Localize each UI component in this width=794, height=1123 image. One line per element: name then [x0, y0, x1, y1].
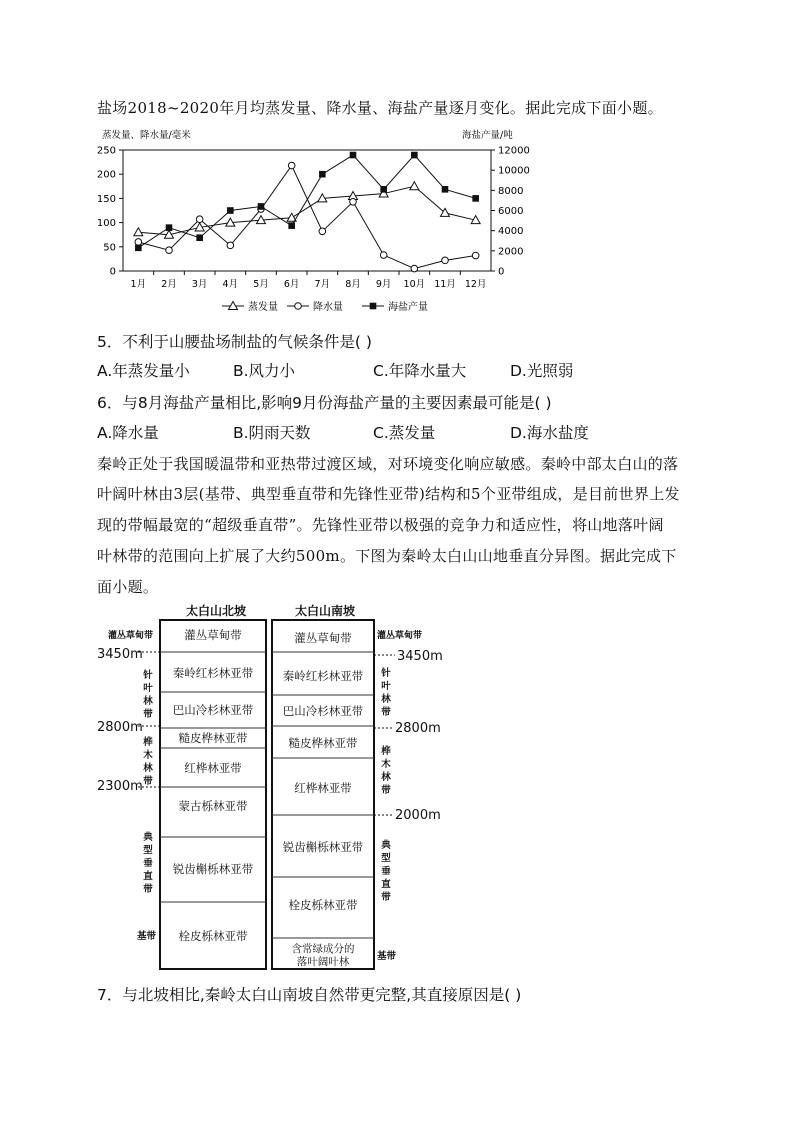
- north-zone-6: 蒙古栎林亚带: [178, 799, 248, 813]
- left-conifer-1: 针: [143, 670, 153, 681]
- right-base: 基带: [377, 951, 397, 962]
- left-typical-2: 型: [143, 845, 153, 856]
- south-zone-6: 锐齿槲栎林亚带: [282, 840, 364, 854]
- left-tick-label: 100: [96, 218, 116, 230]
- x-tick-label: 3月: [191, 279, 208, 290]
- south-zone-3: 巴山冷杉林亚带: [282, 704, 364, 718]
- south-zone-2: 秦岭红杉林亚带: [282, 669, 364, 683]
- right-tick-label: 4000: [498, 226, 524, 238]
- south-zone-8a: 含常绿成分的: [291, 943, 355, 955]
- x-tick-label: 9月: [375, 279, 392, 290]
- x-tick-label: 6月: [283, 279, 300, 290]
- point-square: [196, 234, 203, 241]
- x-tick-label: 12月: [464, 279, 487, 290]
- right-label-shrub: 灌丛草甸带: [377, 631, 423, 641]
- x-tick-label: 5月: [253, 279, 269, 290]
- left-base: 基带: [137, 931, 157, 942]
- legend-label: 海盐产量: [388, 302, 428, 313]
- right-birch-4: 带: [381, 785, 391, 796]
- taibai-vertical-zonation-diagram: [0, 600, 794, 980]
- point-circle: [288, 162, 295, 169]
- right-tick-label: 0: [498, 266, 505, 278]
- evaporation-precipitation-salt-chart: [0, 125, 794, 325]
- x-tick-label: 10月: [403, 279, 426, 290]
- north-slope-title: 太白山北坡: [185, 604, 247, 618]
- intro-text: 盐场2018~2020年月均蒸发量、降水量、海盐产量逐月变化。据此完成下面小题。: [97, 99, 663, 117]
- north-zone-4: 糙皮桦林亚带: [178, 731, 248, 745]
- right-typical-4: 直: [381, 879, 391, 890]
- x-tick-label: 11月: [434, 279, 456, 290]
- q5-option-c[interactable]: C.年降水量大: [373, 362, 467, 380]
- right-conifer-1: 针: [381, 668, 391, 679]
- left-birch-3: 林: [143, 763, 153, 774]
- left-tick-label: 50: [103, 242, 116, 254]
- left-elev-2300: 2300m: [97, 779, 143, 794]
- right-tick-label: 2000: [498, 246, 524, 258]
- point-square: [288, 222, 295, 229]
- point-triangle: [410, 182, 419, 190]
- north-zone-1: 灌丛草甸带: [184, 628, 242, 642]
- south-zone-1: 灌丛草甸带: [294, 631, 352, 645]
- point-square: [258, 203, 265, 210]
- x-tick-label: 1月: [130, 279, 147, 290]
- south-slope-title: 太白山南坡: [294, 604, 356, 618]
- right-typical-1: 典: [381, 840, 391, 851]
- right-tick-label: 6000: [498, 206, 524, 217]
- left-label-shrub: 灌丛草甸带: [108, 631, 154, 641]
- series-line-triangle: [138, 186, 475, 234]
- left-birch-1: 桦: [143, 737, 153, 748]
- point-circle: [227, 242, 234, 249]
- left-typical-4: 直: [143, 871, 153, 882]
- point-circle: [166, 247, 173, 254]
- left-conifer-2: 叶: [143, 683, 153, 694]
- point-square: [380, 186, 387, 193]
- right-tick-label: 10000: [498, 165, 530, 177]
- q5-option-d[interactable]: D.光照弱: [510, 362, 574, 380]
- right-axis-title: 海盐产量/吨: [462, 130, 513, 141]
- q5-option-a[interactable]: A.年蒸发量小: [97, 362, 190, 380]
- question-7-stem: 7．与北坡相比,秦岭太白山南坡自然带更完整,其直接原因是( ): [97, 986, 522, 1004]
- point-circle: [350, 198, 357, 205]
- left-birch-4: 带: [143, 776, 153, 787]
- legend-label: 蒸发量: [248, 302, 278, 313]
- left-tick-label: 200: [96, 169, 116, 181]
- left-conifer-4: 带: [143, 709, 153, 720]
- left-tick-label: 250: [96, 145, 116, 157]
- right-conifer-2: 叶: [381, 681, 391, 692]
- legend-marker-circle: [295, 303, 302, 310]
- point-square: [166, 224, 173, 231]
- north-zone-5: 红桦林亚带: [184, 761, 242, 775]
- point-circle: [472, 252, 479, 259]
- point-square: [350, 152, 357, 159]
- q6-option-a[interactable]: A.降水量: [97, 424, 159, 442]
- passage-line-5: 面小题。: [97, 578, 159, 596]
- left-axis-title: 蒸发量、降水量/毫米: [102, 130, 191, 141]
- left-elev-3450: 3450m: [97, 647, 143, 662]
- point-triangle: [134, 228, 143, 236]
- right-elev-3450: 3450m: [397, 649, 443, 664]
- plot-frame: [123, 150, 491, 271]
- north-zone-8: 栓皮栎林亚带: [178, 929, 248, 943]
- x-tick-label: 2月: [161, 279, 177, 290]
- point-circle: [411, 265, 418, 272]
- q6-option-d[interactable]: D.海水盐度: [510, 424, 589, 442]
- right-tick-label: 8000: [498, 185, 524, 197]
- north-zone-7: 锐齿槲栎林亚带: [172, 862, 254, 876]
- left-tick-label: 0: [109, 266, 116, 278]
- point-square: [442, 186, 449, 193]
- point-circle: [135, 239, 142, 246]
- legend-marker-square: [370, 303, 377, 310]
- series-line-square: [138, 155, 475, 248]
- point-square: [135, 245, 142, 252]
- right-birch-2: 木: [381, 759, 391, 770]
- point-square: [472, 195, 479, 202]
- left-typical-3: 垂: [143, 858, 153, 869]
- passage-line-2: 叶阔叶林由3层(基带、典型垂直带和先锋性亚带)结构和5个亚带组成，是目前世界上发: [97, 485, 680, 503]
- x-tick-label: 7月: [314, 279, 331, 290]
- south-zone-7: 栓皮栎林亚带: [288, 898, 358, 912]
- passage-line-3: 现的带幅最宽的“超级垂直带”。先锋性亚带以极强的竞争力和适应性，将山地落叶阔: [97, 516, 664, 534]
- right-typical-5: 带: [381, 892, 391, 903]
- right-birch-3: 林: [381, 772, 391, 783]
- right-typical-2: 型: [381, 853, 391, 864]
- point-circle: [319, 228, 326, 235]
- north-zone-3: 巴山冷杉林亚带: [172, 703, 254, 717]
- right-elev-2800: 2800m: [395, 721, 441, 736]
- q5-option-b[interactable]: B.风力小: [233, 362, 296, 380]
- left-typical-1: 典: [143, 832, 153, 843]
- q6-option-c[interactable]: C.蒸发量: [373, 424, 436, 442]
- left-tick-label: 150: [96, 193, 116, 205]
- right-tick-label: 12000: [498, 145, 530, 157]
- passage-line-4: 叶林带的范围向上扩展了大约500m。下图为秦岭太白山山地垂直分异图。据此完成下: [97, 547, 677, 565]
- right-conifer-4: 带: [381, 707, 391, 718]
- x-tick-label: 8月: [345, 279, 361, 290]
- south-zone-8b: 落叶阔叶林: [296, 956, 350, 968]
- left-birch-2: 木: [143, 750, 153, 761]
- point-circle: [442, 257, 449, 264]
- point-square: [227, 207, 234, 214]
- right-elev-2000: 2000m: [395, 808, 441, 823]
- south-zone-4: 糙皮桦林亚带: [288, 736, 358, 750]
- south-zone-5: 红桦林亚带: [294, 781, 352, 795]
- point-square: [319, 171, 326, 178]
- point-square: [411, 152, 418, 159]
- point-circle: [196, 216, 203, 223]
- question-6-stem: 6．与8月海盐产量相比,影响9月份海盐产量的主要因素最可能是( ): [97, 394, 552, 412]
- point-circle: [380, 252, 387, 259]
- legend-label: 降水量: [313, 302, 343, 313]
- left-conifer-3: 林: [143, 696, 153, 707]
- left-elev-2800: 2800m: [97, 720, 143, 735]
- x-tick-label: 4月: [222, 279, 239, 290]
- right-typical-3: 垂: [381, 866, 391, 877]
- north-zone-2: 秦岭红杉林亚带: [172, 666, 254, 680]
- passage-line-1: 秦岭正处于我国暖温带和亚热带过渡区域，对环境变化响应敏感。秦岭中部太白山的落: [97, 455, 679, 473]
- q6-option-b[interactable]: B.阴雨天数: [233, 424, 311, 442]
- question-5-stem: 5．不利于山腰盐场制盐的气候条件是( ): [97, 333, 372, 351]
- right-conifer-3: 林: [381, 694, 391, 705]
- right-birch-1: 桦: [381, 746, 391, 757]
- series-line-circle: [138, 165, 475, 268]
- left-typical-5: 带: [143, 884, 153, 895]
